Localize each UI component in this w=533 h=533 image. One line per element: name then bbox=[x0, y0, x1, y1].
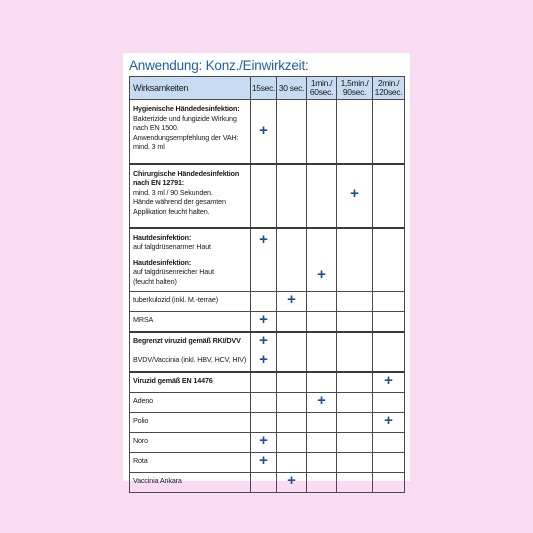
row-bvdv bbox=[130, 352, 405, 372]
row-label: Polio bbox=[130, 413, 251, 433]
header-120sec: 2min./ 120sec. bbox=[373, 77, 405, 100]
card-title: Anwendung: Konz./Einwirkzeit: bbox=[129, 58, 309, 73]
row-label: Begrenzt viruzid gemäß RKI/DVV bbox=[130, 332, 251, 352]
row-label: Vaccinia Ankara bbox=[130, 473, 251, 493]
row-adeno bbox=[130, 393, 405, 413]
row-haut-reich bbox=[130, 254, 405, 292]
plus-icon: + bbox=[384, 412, 393, 430]
row-haut-arm bbox=[130, 228, 405, 254]
row-mrsa bbox=[130, 312, 405, 333]
row-vaccinia-ankara bbox=[130, 473, 405, 493]
row-polio bbox=[130, 413, 405, 433]
plus-icon: + bbox=[317, 265, 326, 283]
header-wirksamkeiten: Wirksamkeiten bbox=[130, 77, 251, 100]
plus-icon: + bbox=[259, 432, 268, 450]
row-label: Hygienische Händedesinfektion: Bakterizide und fungizide Wirkung nach EN 1500. Anwendungsempfehlung der VAH: mind. 3 ml bbox=[130, 100, 251, 164]
header-60sec: 1min./ 60sec. bbox=[307, 77, 337, 100]
plus-icon: + bbox=[259, 230, 268, 248]
row-viruzid bbox=[130, 372, 405, 393]
row-label: Viruzid gemäß EN 14476 bbox=[130, 372, 251, 393]
row-label: Hautdesinfektion: auf talgdrüsenarmer Haut bbox=[130, 228, 251, 254]
row-label: tuberkulozid (inkl. M.-terrae) bbox=[130, 292, 251, 312]
plus-icon: + bbox=[259, 311, 268, 329]
header-row bbox=[130, 77, 405, 100]
plus-icon: + bbox=[350, 184, 359, 202]
plus-icon: + bbox=[259, 332, 268, 350]
plus-icon: + bbox=[287, 291, 296, 309]
row-label: BVDV/Vaccinia (inkl. HBV, HCV, HIV) bbox=[130, 352, 251, 372]
efficacy-card bbox=[123, 53, 410, 490]
row-begrenzt bbox=[130, 332, 405, 352]
plus-icon: + bbox=[259, 351, 268, 369]
row-chirurgisch bbox=[130, 164, 405, 228]
row-label: MRSA bbox=[130, 312, 251, 333]
plus-icon: + bbox=[317, 392, 326, 410]
plus-icon: + bbox=[287, 472, 296, 490]
row-label: Chirurgische Händedesinfektion nach EN 12791: mind. 3 ml / 90 Sekunden. Hände während der gesamten Applikation feucht halten. bbox=[130, 164, 251, 228]
plus-icon: + bbox=[384, 372, 393, 390]
header-15sec: 15sec. bbox=[251, 77, 277, 100]
efficacy-table bbox=[129, 76, 405, 493]
row-label: Hautdesinfektion: auf talgdrüsenreicher Haut (feucht halten) bbox=[130, 254, 251, 292]
plus-icon: + bbox=[259, 122, 268, 139]
row-label: Noro bbox=[130, 433, 251, 453]
row-noro bbox=[130, 433, 405, 453]
row-tuberkulozid bbox=[130, 292, 405, 312]
row-label: Adeno bbox=[130, 393, 251, 413]
row-label: Rota bbox=[130, 453, 251, 473]
header-30sec: 30 sec. bbox=[277, 77, 307, 100]
row-hygienisch bbox=[130, 100, 405, 164]
row-rota bbox=[130, 453, 405, 473]
header-90sec: 1,5min./ 90sec. bbox=[337, 77, 373, 100]
plus-icon: + bbox=[259, 452, 268, 470]
